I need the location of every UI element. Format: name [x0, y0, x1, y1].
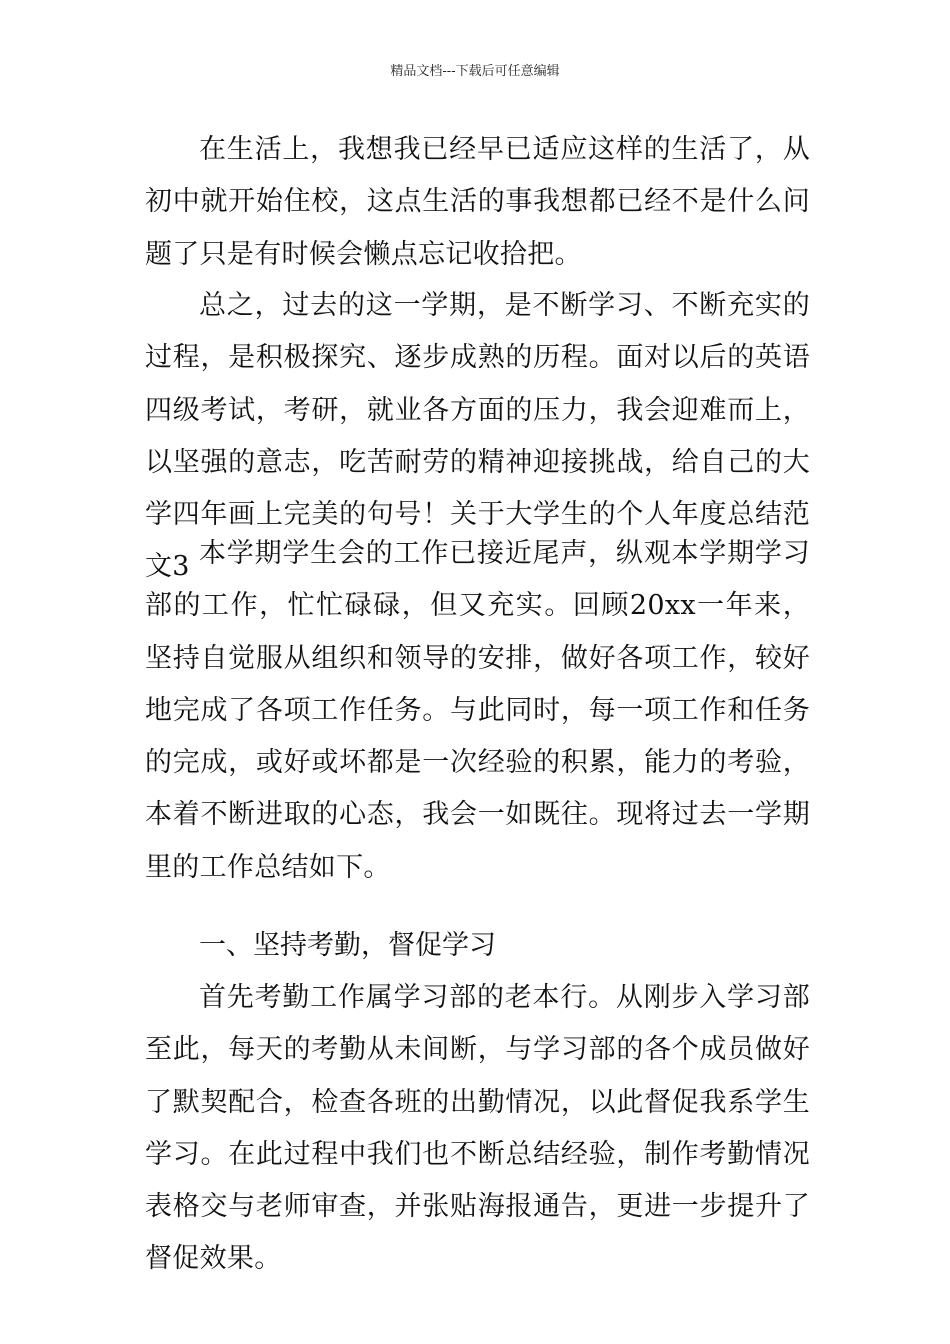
paragraph-summary: 总之，过去的这一学期，是不断学习、不断充实的过程，是积极探究、逐步成熟的历程。面对以后的英语四级考试，考研，就业各方面的压力，我会迎难而上，以坚强的意志，吃苦耐劳的精神迎接挑战，给自己的大学四年画上完美的句号！关于大学生的个人年度总结范文3: [145, 290, 810, 583]
paragraph-attendance: 首先考勤工作属学习部的老本行。从刚步入学习部至此，每天的考勤从未间断，与学习部的各个成员做好了默契配合，检查各班的出勤情况，以此督促我系学生学习。在此过程中我们也不断总结经验，制作考勤情况表格交与老师审查，并张贴海报通告，更进一步提升了督促效果。: [145, 982, 810, 1275]
paragraph-life: 在生活上，我想我已经早已适应这样的生活了，从初中就开始住校，这点生活的事我想都已经不是什么问题了只是有时候会懒点忘记收拾把。: [145, 134, 810, 270]
section-heading: 一、坚持考勤，督促学习: [199, 930, 496, 961]
page-header: 精品文档---下载后可任意编辑: [390, 64, 560, 79]
paragraph-student-union-work: 本学期学生会的工作已接近尾声，纵观本学期学习部的工作，忙忙碌碌，但又充实。回顾20xx一年来，坚持自觉服从组织和领导的安排，做好各项工作，较好地完成了各项工作任务。与此同时，每一项工作和任务的完成，或好或坏都是一次经验的积累，能力的考验，本着不断进取的心态，我会一如既往。现将过去一学期里的工作总结如下。: [145, 538, 810, 883]
